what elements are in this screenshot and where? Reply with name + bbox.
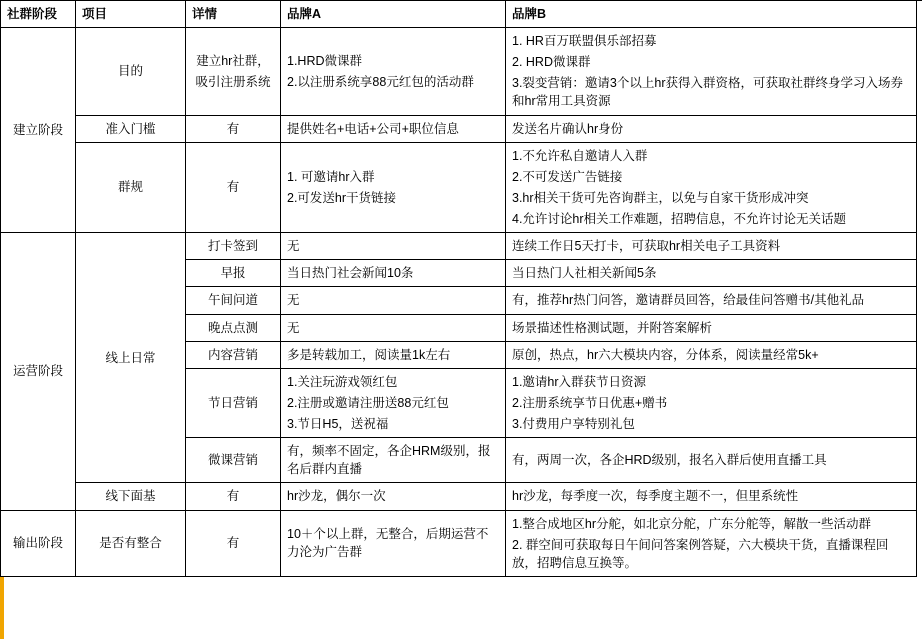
item-cell: 是否有整合 xyxy=(76,510,186,576)
cell-line: 微课营销 xyxy=(207,453,258,468)
brand-b-cell xyxy=(506,233,917,260)
detail-cell xyxy=(186,115,281,142)
table-row xyxy=(1,115,917,142)
detail-cell xyxy=(186,314,281,341)
brand-b-cell xyxy=(506,28,917,116)
item-cell: 线上日常 xyxy=(76,233,186,483)
detail-cell xyxy=(186,142,281,233)
cell-line: 有 xyxy=(226,121,240,136)
table-row xyxy=(1,483,917,510)
cell-line: 无 xyxy=(287,320,300,335)
brand-b-cell xyxy=(506,314,917,341)
cell-line: hr沙龙，偶尔一次 xyxy=(287,489,386,504)
cell-line: 吸引注册系统 xyxy=(195,74,271,89)
cell-line: 有，两周一次，各企HRD级别，报名入群后使用直播工具 xyxy=(512,453,827,468)
stage-cell: 运营阶段 xyxy=(1,233,76,510)
table-row xyxy=(1,142,917,233)
cell-line: 早报 xyxy=(220,266,246,281)
brand-a-cell xyxy=(281,115,506,142)
cell-line: 10＋个以上群，无整合，后期运营不力沦为广告群 xyxy=(287,527,489,560)
cell-line: 3.hr相关干货可先咨询群主，以免与自家干货形成冲突 xyxy=(512,190,809,205)
detail-cell xyxy=(186,368,281,437)
detail-cell xyxy=(186,233,281,260)
cell-line: 内容营销 xyxy=(207,347,258,362)
cell-line: 1.邀请hr入群获节日资源 xyxy=(512,374,647,389)
detail-cell xyxy=(186,510,281,576)
cell-line: 4.允许讨论hr相关工作难题，招聘信息，不允许讨论无关话题 xyxy=(512,212,847,226)
cell-line: 有 xyxy=(226,536,240,551)
detail-cell xyxy=(186,341,281,368)
brand-b-cell xyxy=(506,438,917,483)
cell-line: 发送名片确认hr身份 xyxy=(512,121,624,136)
detail-cell xyxy=(186,483,281,510)
cell-line: 2.不可发送广告链接 xyxy=(512,169,623,184)
cell-line: 连续工作日5天打卡，可获取hr相关电子工具资料 xyxy=(512,239,781,254)
detail-cell xyxy=(186,287,281,314)
cell-line: 多是转载加工，阅读量1k左右 xyxy=(287,347,451,362)
cell-line: 有 xyxy=(226,489,240,504)
cell-line: 当日热门社会新闻10条 xyxy=(287,266,414,281)
cell-line: 2.注册或邀请注册送88元红包 xyxy=(287,395,449,410)
cell-line: 无 xyxy=(287,293,300,308)
table-row xyxy=(1,510,917,576)
cell-line: 2.注册系统享节日优惠+赠书 xyxy=(512,395,668,410)
brand-a-cell xyxy=(281,510,506,576)
cell-line: 1.关注玩游戏领红包 xyxy=(287,374,398,389)
brand-b-cell xyxy=(506,287,917,314)
cell-line: 午间问道 xyxy=(207,293,258,308)
brand-a-cell xyxy=(281,28,506,116)
stage-cell: 建立阶段 xyxy=(1,28,76,233)
cell-line: 2.以注册系统享88元红包的活动群 xyxy=(287,74,474,89)
cell-line: 有 xyxy=(226,180,240,195)
brand-a-cell xyxy=(281,341,506,368)
brand-a-cell xyxy=(281,287,506,314)
cell-line: 1. HR百万联盟俱乐部招募 xyxy=(512,34,657,48)
table-body xyxy=(1,28,917,577)
brand-b-cell xyxy=(506,341,917,368)
cell-line: 3.裂变营销：邀请3个以上hr获得入群资格，可获取社群终身学习入场券和hr常用工具资源 xyxy=(512,76,903,109)
cell-line: 1.不允许私自邀请人入群 xyxy=(512,148,648,163)
cell-line: 节日营销 xyxy=(207,395,258,410)
cell-line: 2. HRD微课群 xyxy=(512,55,591,70)
column-header-brand-b: 品牌B xyxy=(506,1,917,28)
cell-line: 提供姓名+电话+公司+职位信息 xyxy=(287,121,459,136)
column-header-item: 项目 xyxy=(76,1,186,28)
cell-line: 当日热门人社相关新闻5条 xyxy=(512,266,657,281)
brand-a-cell xyxy=(281,368,506,437)
brand-a-cell xyxy=(281,142,506,233)
cell-line: 1.HRD微课群 xyxy=(287,53,363,68)
table-row xyxy=(1,233,917,260)
brand-b-cell xyxy=(506,510,917,576)
cell-line: 无 xyxy=(287,239,300,254)
brand-b-cell xyxy=(506,483,917,510)
brand-b-cell xyxy=(506,142,917,233)
cell-line: hr沙龙，每季度一次，每季度主题不一，但里系统性 xyxy=(512,489,799,504)
brand-a-cell xyxy=(281,260,506,287)
cell-line: 2.可发送hr干货链接 xyxy=(287,190,397,205)
brand-a-cell xyxy=(281,314,506,341)
brand-a-cell xyxy=(281,483,506,510)
table-header-row xyxy=(1,1,917,28)
detail-cell xyxy=(186,28,281,116)
detail-cell xyxy=(186,438,281,483)
cell-line: 原创，热点，hr六大模块内容，分体系，阅读量经常5k+ xyxy=(512,347,819,362)
brand-b-cell xyxy=(506,115,917,142)
cell-line: 有，推荐hr热门问答，邀请群员回答，给最佳问答赠书/其他礼品 xyxy=(512,293,865,308)
brand-a-cell xyxy=(281,438,506,483)
cell-line: 有，频率不固定，各企HRM级别，报名后群内直播 xyxy=(287,444,491,477)
cell-line: 1. 可邀请hr入群 xyxy=(287,169,375,184)
cell-line: 3.节日H5，送祝福 xyxy=(287,417,389,431)
cell-line: 场景描述性格测试题，并附答案解析 xyxy=(512,320,713,335)
item-cell: 目的 xyxy=(76,28,186,116)
stage-cell: 输出阶段 xyxy=(1,510,76,576)
cell-line: 3.付费用户享特别礼包 xyxy=(512,417,635,431)
brand-b-cell xyxy=(506,368,917,437)
column-header-detail: 详情 xyxy=(186,1,281,28)
item-cell: 群规 xyxy=(76,142,186,233)
detail-cell xyxy=(186,260,281,287)
cell-line: 1.整合成地区hr分舵，如北京分舵，广东分舵等，解散一些活动群 xyxy=(512,516,872,531)
cell-line: 晚点点测 xyxy=(207,320,258,335)
table-row xyxy=(1,28,917,116)
item-cell: 线下面基 xyxy=(76,483,186,510)
item-cell: 准入门槛 xyxy=(76,115,186,142)
column-header-brand-a: 品牌A xyxy=(281,1,506,28)
column-header-stage: 社群阶段 xyxy=(1,1,76,28)
cell-line: 2. 群空间可获取每日午间问答案例答疑，六大模块干货，直播课程回放，招聘信息互换等。 xyxy=(512,537,889,570)
row-marker-output-stage xyxy=(0,577,4,639)
brand-b-cell xyxy=(506,260,917,287)
cell-line: 建立hr社群， xyxy=(196,53,270,68)
brand-a-cell xyxy=(281,233,506,260)
cell-line: 打卡签到 xyxy=(207,239,258,254)
